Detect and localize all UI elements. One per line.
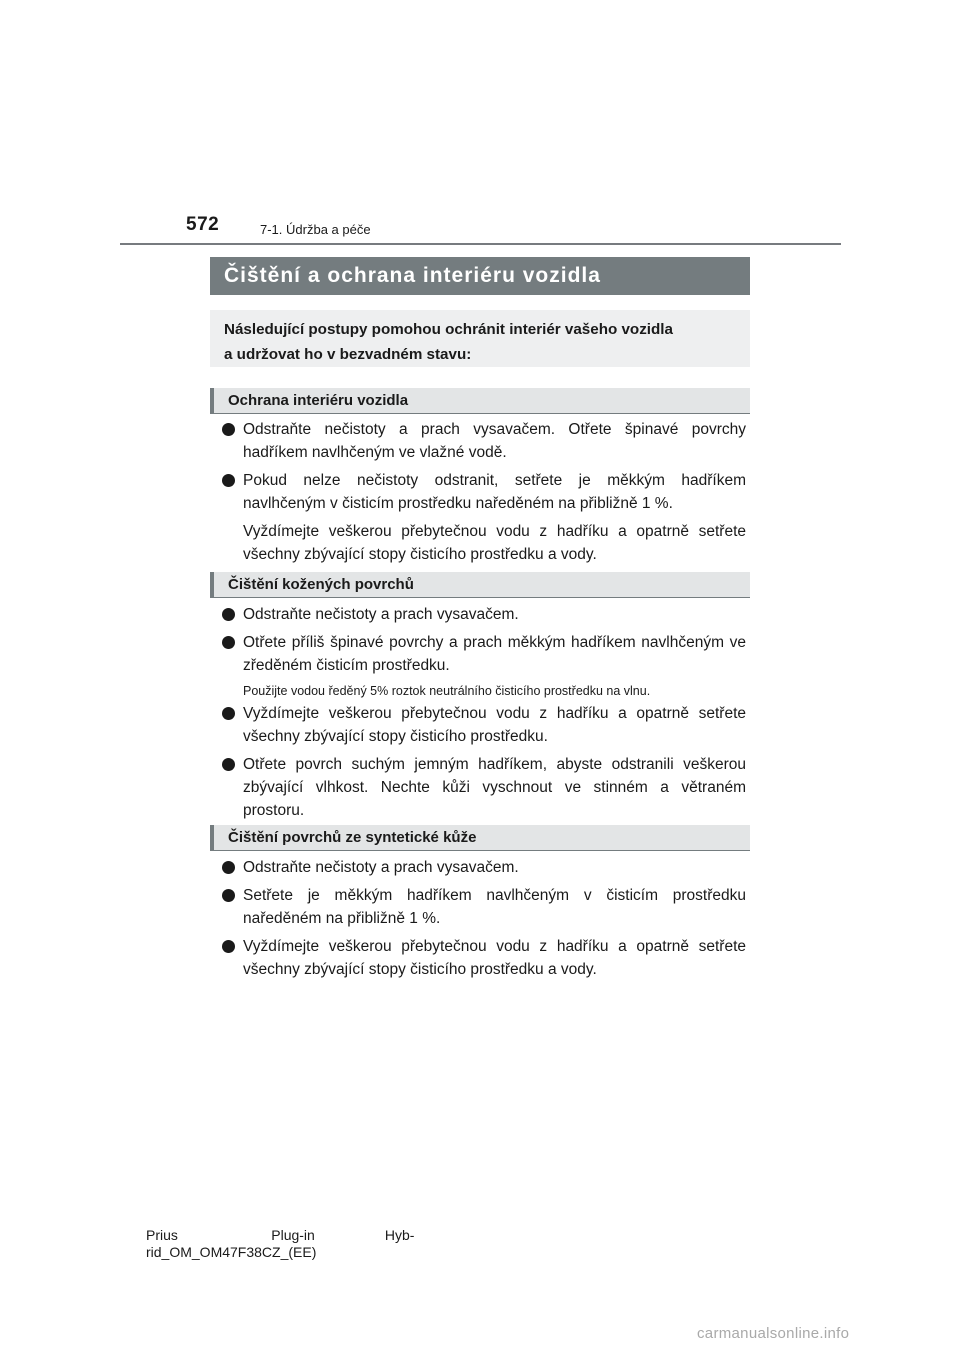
list-item: [222, 702, 746, 748]
note-text: Použijte vodou ředěný 5% roztok neutrálního čisticího prostředku na vlnu.: [243, 684, 651, 698]
list-item: [222, 603, 746, 626]
list-item-text: Vyždímejte veškerou přebytečnou vodu z hadříku a opatrně setřete všechny zbývající stopy čisticího prostředku a vody.: [243, 938, 746, 978]
intro-box: [210, 310, 750, 367]
list-item-text: Odstraňte nečistoty a prach vysavačem.: [243, 606, 519, 623]
paragraph: Vyždímejte veškerou přebytečnou vodu z hadříku a opatrně setřete všechny zbývající stopy čisticího prostředku a vody.: [243, 523, 746, 563]
intro-line: a udržovat ho v bezvadném stavu:: [224, 346, 472, 363]
list-item-text: Pokud nelze nečistoty odstranit, setřete je měkkým hadříkem navlhčeným v čisticím prostředku naředěném na přibližně 1 %.: [243, 472, 746, 512]
section-heading-interior-protection: Ochrana interiéru vozidla: [210, 388, 750, 414]
list-item-text: Otřete příliš špinavé povrchy a prach měkkým hadříkem navlhčeným ve zředěném čisticím prostředku.: [243, 634, 746, 674]
section-content-interior-protection: [222, 418, 746, 566]
list-item: [222, 884, 746, 930]
document-code-line: rid_OM_OM47F38CZ_(EE): [146, 1244, 317, 1260]
document-code: [146, 1227, 414, 1261]
section-breadcrumb: 7-1. Údržba a péče: [260, 222, 371, 237]
page-number: 572: [186, 214, 220, 235]
section-content-synthetic-leather: [222, 856, 746, 986]
list-item-text: Setřete je měkkým hadříkem navlhčeným v čisticím prostředku naředěném na přibližně 1 %.: [243, 887, 746, 927]
section-content-leather: [222, 603, 746, 827]
bullet-icon: [222, 474, 235, 487]
bullet-icon: [222, 608, 235, 621]
intro-line: Následující postupy pomohou ochránit interiér vašeho vozidla: [224, 321, 673, 338]
list-item-text: Odstraňte nečistoty a prach vysavačem. Otřete špinavé povrchy hadříkem navlhčeným ve vlažné vodě.: [243, 421, 746, 461]
page-title: Čištění a ochrana interiéru vozidla: [210, 257, 750, 295]
bullet-icon: [222, 423, 235, 436]
bullet-icon: [222, 758, 235, 771]
section-heading-leather: Čištění kožených povrchů: [210, 572, 750, 598]
bullet-icon: [222, 940, 235, 953]
list-item: [222, 856, 746, 879]
list-item: [222, 631, 746, 677]
watermark: carmanualsonline.info: [697, 1325, 850, 1342]
list-item: [222, 418, 746, 464]
list-item: [222, 753, 746, 822]
list-item: [222, 935, 746, 981]
list-item-text: Otřete povrch suchým jemným hadříkem, abyste odstranili veškerou zbývající vlhkost. Nechte kůži vyschnout ve stinném a větraném prostoru.: [243, 756, 746, 819]
header-divider: [120, 243, 841, 245]
list-item-text: Vyždímejte veškerou přebytečnou vodu z hadříku a opatrně setřete všechny zbývající stopy čisticího prostředku.: [243, 705, 746, 745]
list-item: [222, 469, 746, 515]
list-item-text: Odstraňte nečistoty a prach vysavačem.: [243, 859, 519, 876]
bullet-icon: [222, 861, 235, 874]
bullet-icon: [222, 636, 235, 649]
bullet-icon: [222, 889, 235, 902]
bullet-icon: [222, 707, 235, 720]
document-code-line: Prius Plug-in Hyb-: [146, 1227, 415, 1243]
section-heading-synthetic-leather: Čištění povrchů ze syntetické kůže: [210, 825, 750, 851]
